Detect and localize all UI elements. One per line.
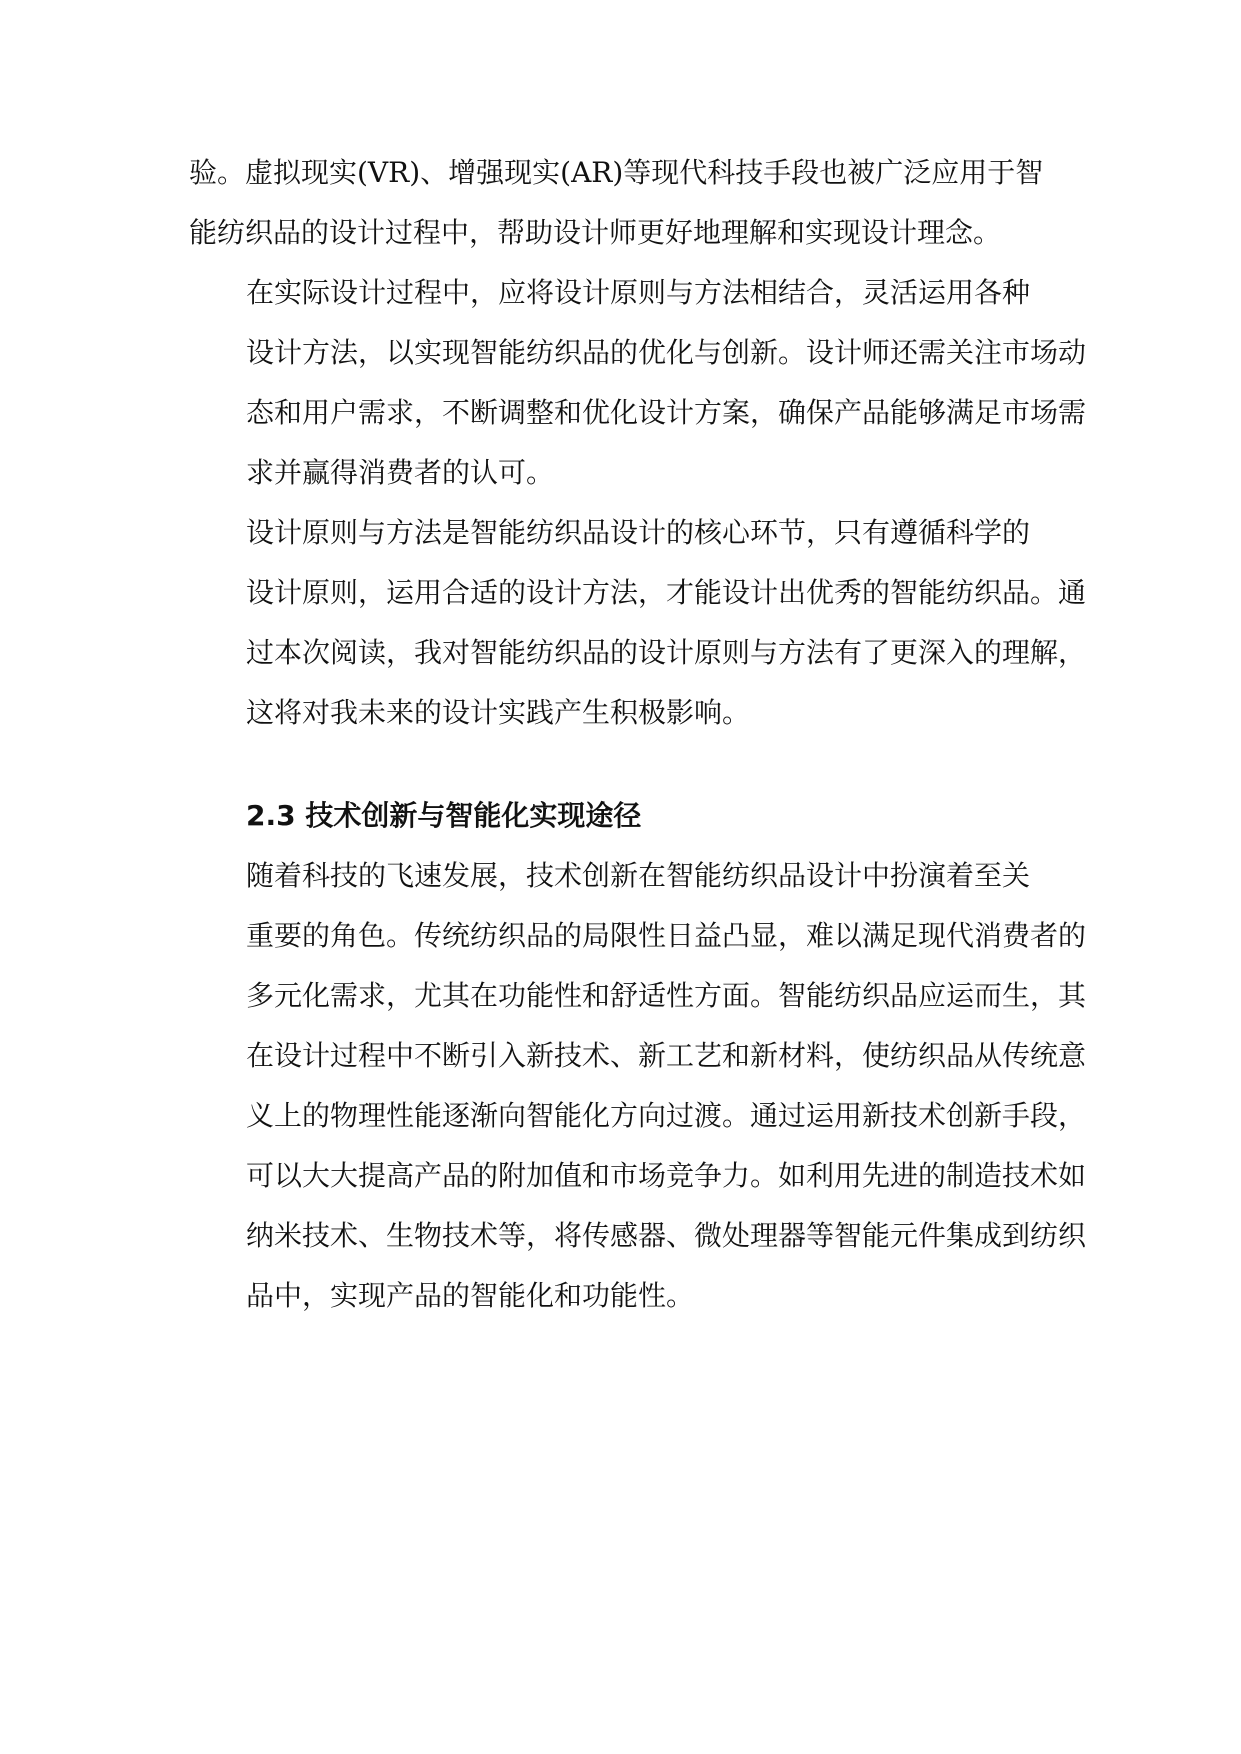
- paragraph-design-principles: [189, 503, 1087, 743]
- text-line: 可以大大提高产品的附加值和市场竞争力。如利用先进的制造技术如: [246, 1159, 1087, 1192]
- text-line: 这将对我未来的设计实践产生积极影响。: [246, 696, 751, 729]
- text-line: 能纺织品的设计过程中，帮助设计师更好地理解和实现设计理念。: [189, 216, 1002, 249]
- text-line: 验。虚拟现实(VR)、增强现实(AR)等现代科技手段也被广泛应用于智: [189, 156, 1044, 189]
- text-line: 设计原则与方法是智能纺织品设计的核心环节，只有遵循科学的: [246, 516, 1031, 549]
- text-line: 态和用户需求，不断调整和优化设计方案，确保产品能够满足市场需: [246, 396, 1087, 429]
- document-body: [189, 143, 1087, 1326]
- text-line: 在实际设计过程中，应将设计原则与方法相结合，灵活运用各种: [246, 276, 1031, 309]
- text-line: 多元化需求，尤其在功能性和舒适性方面。智能纺织品应运而生，其: [246, 979, 1087, 1012]
- text-line: 重要的角色。传统纺织品的局限性日益凸显，难以满足现代消费者的: [246, 919, 1087, 952]
- paragraph-tech-innovation: [189, 846, 1087, 1326]
- paragraph-vr-ar: [189, 143, 1049, 263]
- text-line: 设计方法，以实现智能纺织品的优化与创新。设计师还需关注市场动: [246, 336, 1087, 369]
- text-line: 过本次阅读，我对智能纺织品的设计原则与方法有了更深入的理解，: [246, 636, 1087, 669]
- text-line: 求并赢得消费者的认可。: [246, 456, 555, 489]
- text-line: 纳米技术、生物技术等，将传感器、微处理器等智能元件集成到纺织: [246, 1219, 1087, 1252]
- text-line: 义上的物理性能逐渐向智能化方向过渡。通过运用新技术创新手段，: [246, 1099, 1087, 1132]
- text-line: 随着科技的飞速发展，技术创新在智能纺织品设计中扮演着至关: [246, 859, 1031, 892]
- text-line: 品中，实现产品的智能化和功能性。: [246, 1279, 695, 1312]
- text-line: 设计原则，运用合适的设计方法，才能设计出优秀的智能纺织品。通: [246, 576, 1087, 609]
- section-heading: 2.3 技术创新与智能化实现途径: [246, 799, 642, 832]
- paragraph-design-process: [189, 263, 1087, 503]
- text-line: 在设计过程中不断引入新技术、新工艺和新材料，使纺织品从传统意: [246, 1039, 1087, 1072]
